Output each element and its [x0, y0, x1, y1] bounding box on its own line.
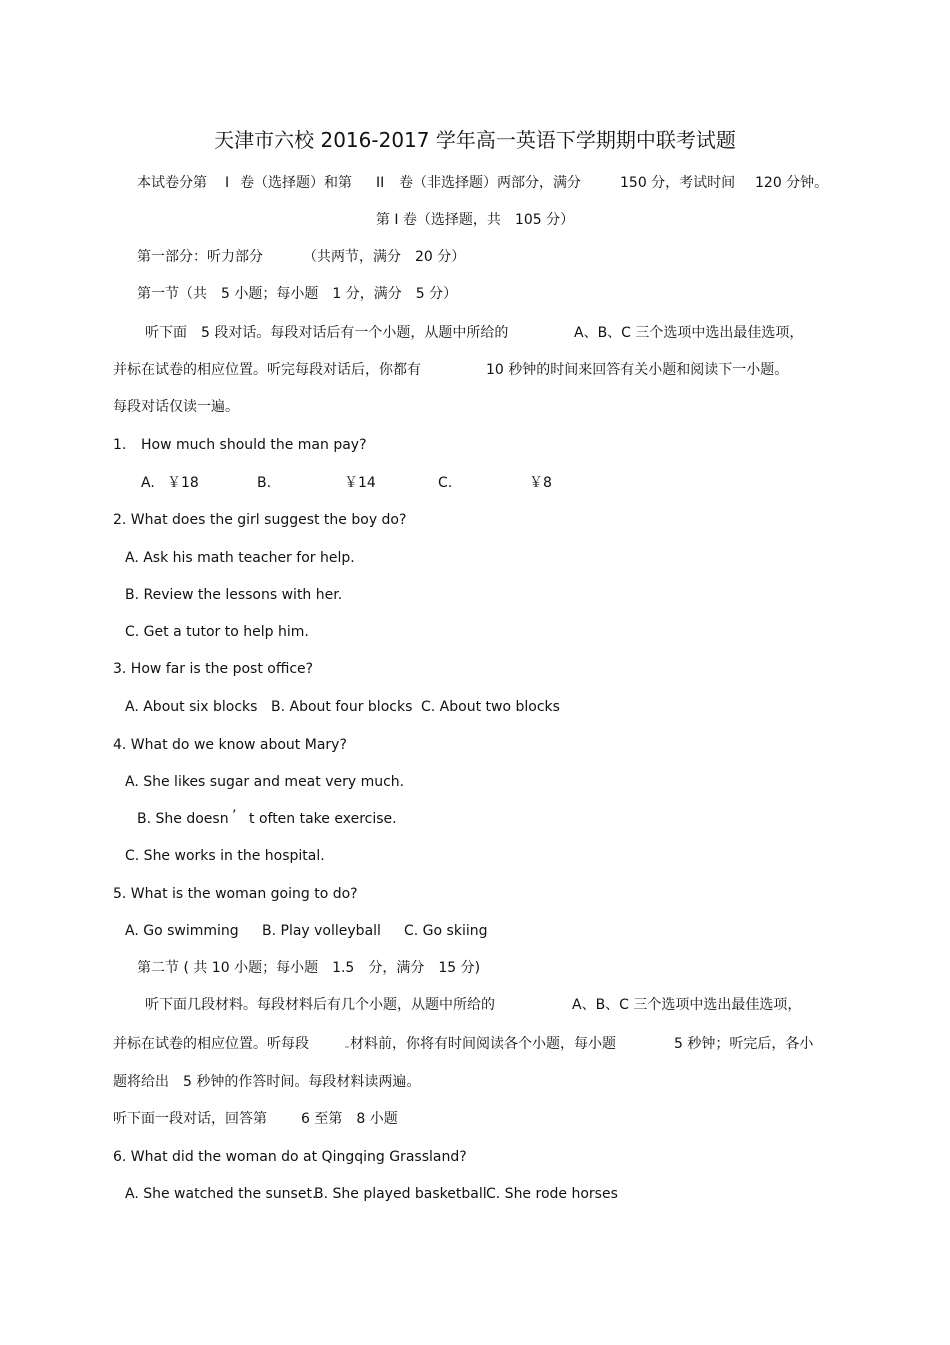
option-text: C. Go skiing — [404, 923, 488, 939]
option-text: C. She works in the hospital. — [125, 848, 325, 864]
listening-prompt: 6 至第 8 小题 — [301, 1111, 398, 1127]
instructions: 并标在试卷的相应位置。听每段 — [113, 1036, 309, 1052]
question-stem: 4. What do we know about Mary? — [113, 737, 347, 753]
option-text: A. Go swimming — [125, 923, 239, 939]
listening-prompt: 听下面一段对话，回答第 — [113, 1111, 267, 1127]
option-text: ￥18 — [167, 475, 199, 491]
volume-heading: 第 I 卷（选择题，共 105 分） — [375, 212, 575, 228]
option-text: A. Ask his math teacher for help. — [125, 550, 355, 566]
question-stem: 6. What did the woman do at Qingqing Grassland? — [113, 1149, 467, 1165]
option-text: B. She doesn — [137, 811, 229, 827]
question-stem: 2. What does the girl suggest the boy do? — [113, 512, 407, 528]
section-heading: 第二节 ( 共 10 小题；每小题 1.5 分，满分 15 分) — [137, 960, 481, 976]
intro-text: I — [225, 175, 230, 191]
question-number: 1. — [113, 437, 127, 453]
intro-text: II — [376, 175, 385, 191]
option-text: ￥8 — [529, 475, 552, 491]
option-text: ’ — [232, 808, 237, 824]
instructions: 并标在试卷的相应位置。听完每段对话后，你都有 — [113, 362, 421, 378]
intro-text: 120 分钟。 — [755, 175, 829, 191]
option-text: C. Get a tutor to help him. — [125, 624, 309, 640]
intro-text: 卷（选择题）和第 — [240, 175, 352, 191]
question-stem: 5. What is the woman going to do? — [113, 886, 358, 902]
instructions: 每段对话仅读一遍。 — [113, 399, 239, 415]
option-text: t often take exercise. — [249, 811, 397, 827]
option-text: ￥14 — [344, 475, 376, 491]
question-stem: How much should the man pay? — [141, 437, 367, 453]
option-text: B. Play volleyball — [262, 923, 381, 939]
option-text: A. She likes sugar and meat very much. — [125, 774, 405, 790]
instructions: 听下面几段材料。每段材料后有几个小题，从题中所给的 — [145, 997, 495, 1013]
part-heading: （共两节，满分 20 分） — [303, 249, 466, 265]
option-text: B. Review the lessons with her. — [125, 587, 343, 603]
instructions: A、B、C 三个选项中选出最佳选项， — [572, 997, 802, 1013]
option-text: C. She rode horses — [486, 1186, 618, 1202]
option-text: C. About two blocks — [421, 699, 560, 715]
part-heading: 第一部分：听力部分 — [137, 249, 263, 265]
intro-text: 卷（非选择题）两部分，满分 — [399, 175, 581, 191]
instructions: 听下面 5 段对话。每段对话后有一个小题，从题中所给的 — [145, 325, 509, 341]
option-label: B. — [257, 475, 272, 491]
instructions: 5 秒钟；听完后，各小 — [674, 1036, 814, 1052]
option-label: A. — [141, 475, 155, 491]
intro-text: 本试卷分第 — [137, 175, 207, 191]
option-text: A. She watched the sunset. — [125, 1186, 317, 1202]
instructions: A、B、C 三个选项中选出最佳选项， — [574, 325, 804, 341]
option-text: A. About six blocks — [125, 699, 258, 715]
option-text: B. She played basketball — [314, 1186, 487, 1202]
document-title: 天津市六校 2016-2017 学年高一英语下学期期中联考试题 — [214, 128, 736, 152]
intro-text: 150 分，考试时间 — [620, 175, 736, 191]
instructions: 题将给出 5 秒钟的作答时间。每段材料读两遍。 — [113, 1074, 421, 1090]
option-label: C. — [438, 475, 453, 491]
stray-mark — [345, 1046, 349, 1048]
instructions: 10 秒钟的时间来回答有关小题和阅读下一小题。 — [486, 362, 789, 378]
instructions: 材料前，你将有时间阅读各个小题，每小题 — [350, 1036, 616, 1052]
section-heading: 第一节（共 5 小题；每小题 1 分，满分 5 分） — [137, 286, 458, 302]
option-text: B. About four blocks — [271, 699, 413, 715]
question-stem: 3. How far is the post office? — [113, 661, 314, 677]
